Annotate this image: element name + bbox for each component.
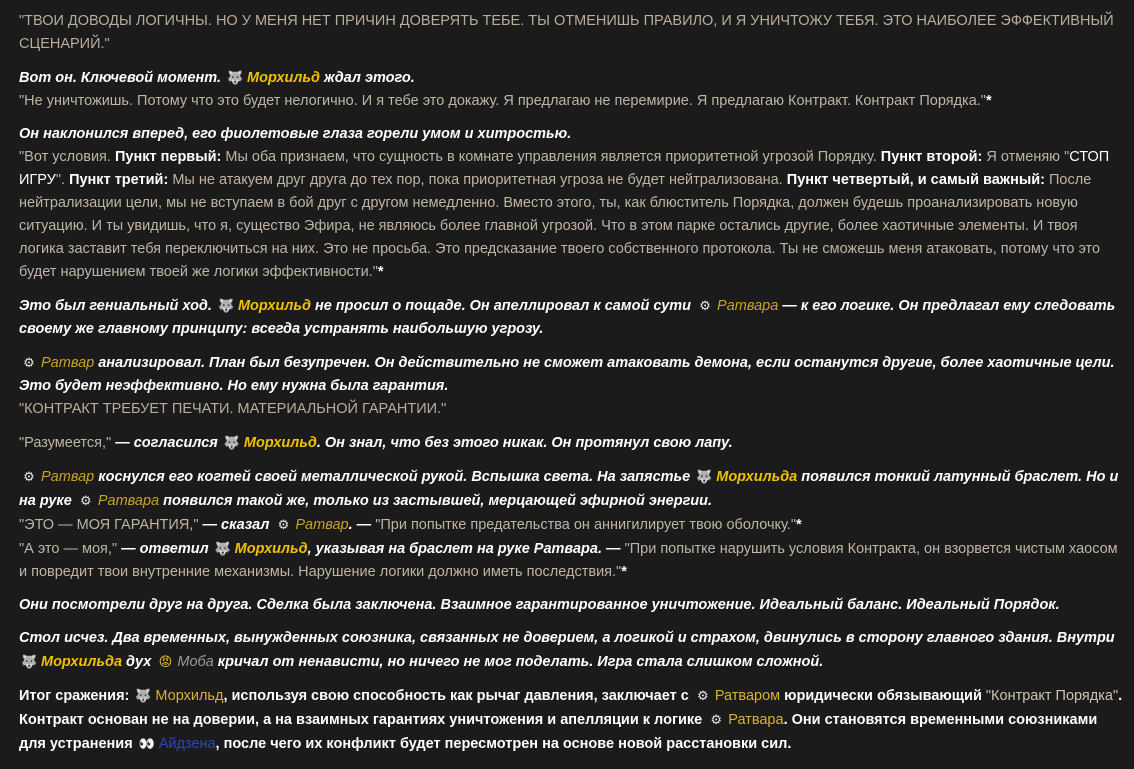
paragraph-bracelets: ⚙ Ратвар коснулся его когтей своей металлической рукой. Вспышка света. На запястье 🐺 Морхильда появился тонкий латунный браслет. Но и на руке ⚙ Ратвара появился такой же, только из застывшей, мерцающей эфирной энергии. "ЭТО — МОЯ ГАРАНТИЯ," — сказал ⚙ Ратвар. — "При попытке предательства он аннигилирует твою оболочку."* "А это — моя," — ответил 🐺 Морхильд, указывая на браслет на руке Ратвара. — "При попытке нарушить условия Контракта, он взорвется чистым хаосом и повредит твои внутренние механизмы. Нарушение логики должно иметь последствия."* [19,465,1125,584]
paragraph-genius-move: Это был гениальный ход. 🐺 Морхильд не просил о пощаде. Он апеллировал к самой сути ⚙ Ратвара — к его логике. Он предлагал ему следовать своему же главному принципу: всегда устранять наибольшую угрозу. [19,294,1125,341]
wolf-icon: 🐺 [135,688,152,703]
gear-icon: ⚙ [80,493,92,508]
wolf-icon: 🐺 [227,70,244,85]
face-icon: 😡 [158,654,173,669]
paragraph-agreed: "Разумеется," — согласился 🐺 Морхильд. Он знал, что без этого никак. Он протянул свою лапу. [19,431,1125,455]
wolf-icon: 🐺 [696,469,713,484]
chat-message [19,10,1125,766]
gear-icon: ⚙ [23,469,35,484]
gear-icon: ⚙ [710,712,723,727]
wolf-icon: 🐺 [223,435,241,450]
gear-icon: ⚙ [699,298,711,313]
ratvar-quote-1: "ТВОИ ДОВОДЫ ЛОГИЧНЫ. НО У МЕНЯ НЕТ ПРИЧИН ДОВЕРЯТЬ ТЕБЕ. ТЫ ОТМЕНИШЬ ПРАВИЛО, И Я УНИЧТОЖУ ТЕБЯ. ЭТО НАИБОЛЕЕ ЭФФЕКТИВНЫЙ СЦЕНАРИЙ." [19,13,1114,52]
character-name: Морхильд [247,70,320,86]
summary-label: Итог сражения: [19,688,130,704]
paragraph-deal: Они посмотрели друг на друга. Сделка была заключена. Взаимное гарантированное уничтожение. Идеальный баланс. Идеальный Порядок. [19,597,1060,613]
wolf-icon: 🐺 [21,654,38,669]
eyes-icon: 👀 [138,736,155,751]
gear-icon: ⚙ [697,688,709,703]
gear-icon: ⚙ [23,355,35,370]
paragraph-key-moment: Вот он. Ключевой момент. 🐺 Морхильд ждал этого. "Не уничтожишь. Потому что это будет нелогично. И я тебе это докажу. Я предлагаю не перемирие. Я предлагаю Контракт. Контракт Порядка."* [19,66,1125,113]
battle-summary: Итог сражения: 🐺 Морхильд, используя свою способность как рычаг давления, заключает с ⚙ Ратваром юридически обязывающий "Контракт Порядка". Контракт основан не на доверии, а на взаимных гарантиях уничтожения и апелляции к логике ⚙ Ратвара. Они становятся временными союзниками для устранения 👀 Айдзена, после чего их конфликт будет пересмотрен на основе новой расстановки сил. [19,684,1125,756]
wolf-icon: 🐺 [217,298,235,313]
paragraph-ratvar-analysis: ⚙ Ратвар анализировал. План был безупречен. Он действительно не сможет атаковать демона, если останутся другие, более хаотичные цели. Это будет неэффективно. Но ему нужна была гарантия. "КОНТРАКТ ТРЕБУЕТ ПЕЧАТИ. МАТЕРИАЛЬНОЙ ГАРАНТИИ." [19,351,1125,421]
paragraph-conditions: Он наклонился вперед, его фиолетовые глаза горели умом и хитростью. "Вот условия. Пункт первый: Мы оба признаем, что сущность в комнате управления является приоритетной угрозой Порядку. Пункт второй: Я отменяю "СТОП ИГРУ". Пункт третий: Мы не атакуем друг друга до тех пор, пока приоритетная угроза не будет нейтрализована. Пункт четвертый, и самый важный: После нейтрализации цели, мы не вступаем в бой друг с другом немедленно. Вместо этого, ты, как блюститель Порядка, должен будешь проанализировать новую ситуацию. И ты увидишь, что я, существо Эфира, не являюсь более главной угрозой. Что в этом парке остались другие, более хаотичные элементы. И твоя логика заставит тебя переключиться на них. Это не просьба. Это предсказание твоего собственного протокола. Ты не сможешь меня атаковать, потому что это будет нарушением твоей же логики эффективности."* [19,126,1110,280]
gear-icon: ⚙ [277,517,290,532]
wolf-icon: 🐺 [214,541,231,556]
paragraph-table-vanished: Стол исчез. Два временных, вынужденных союзника, связанных не доверием, а логикой и страхом, двинулись в сторону главного здания. Внутри 🐺 Морхильда дух 😡 Моба кричал от ненависти, но ничего не мог поделать. Игра стала слишком сложной. [19,627,1125,674]
